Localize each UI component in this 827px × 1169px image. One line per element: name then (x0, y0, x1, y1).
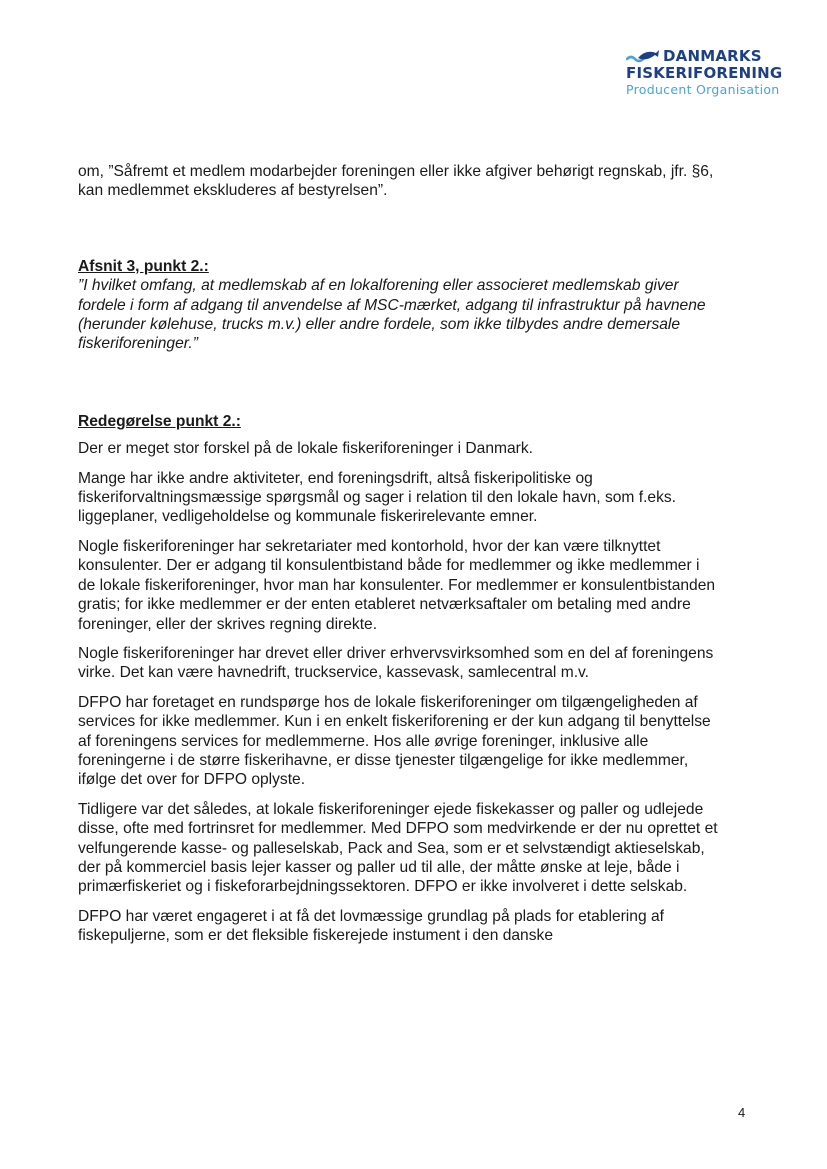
logo-line1: DANMARKS (663, 47, 762, 65)
paragraph: Mange har ikke andre aktiviteter, end foreningsdrift, altså fiskeripolitiske og fiskeriforvaltningsmæssige spørgsmål og sager i relation til den lokale havn, som f.eks. liggeplaner, vedligeholdelse og kommunale fiskerirelevante emner. (78, 469, 677, 526)
paragraph: Tidligere var det således, at lokale fiskeriforeninger ejede fiskekasser og paller og udlejede disse, ofte med fortrinsret for medlemmer. Med DFPO som medvirkende er der nu oprettet et velfungerende kasse- og palleselskab, Pack and Sea, som er et selvstændigt aktieselskab, der på kommerciel basis lejer kasser og paller ud til alle, der måtte ønske at leje, både i primærfiskeriet og i fiskeforarbejdningssektoren. DFPO er ikke involveret i dette selskab. (78, 800, 718, 896)
intro-paragraph: om, ”Såfremt et medlem modarbejder foreningen eller ikke afgiver behørigt regnskab, jfr. §6, kan medlemmet ekskluderes af bestyrelsen”. (78, 163, 714, 200)
section-quote: ”I hvilket omfang, at medlemskab af en lokalforening eller associeret medlemskab giver fordele i form af adgang til anvendelse af MSC-mærket, adgang til infrastruktur på havnene (herunder kølehuse, trucks m.v.) eller andre fordele, som ikke tilbydes andre demersale fiskeriforeninger.” (78, 277, 706, 353)
logo-line2: FISKERIFORENING (626, 64, 783, 82)
paragraph: DFPO har foretaget en rundspørge hos de lokale fiskeriforeninger om tilgængeligheden af services for ikke medlemmer. Kun i en enkelt fiskeriforening er der kun adgang til benyttelse af foreningens services for medlemmerne. Hos alle øvrige foreninger, inklusive alle foreningerne i de større fiskerihavne, er disse tjenester tilgængelige for ikke medlemmer, ifølge det over for DFPO oplyste. (78, 693, 711, 789)
paragraph: Der er meget stor forskel på de lokale fiskeriforeninger i Danmark. (78, 440, 534, 458)
document-body (78, 162, 718, 956)
redegorelse-heading: Redegørelse punkt 2.: (78, 412, 241, 430)
logo-line3: Producent Organisation (626, 82, 780, 97)
section-heading: Afsnit 3, punkt 2.: (78, 257, 209, 275)
paragraph: DFPO har været engageret i at få det lovmæssige grundlag på plads for etablering af fiskepuljerne, som er det fleksible fiskerejede instument i den danske (78, 907, 664, 945)
paragraph: Nogle fiskeriforeninger har drevet eller driver erhvervsvirksomhed som en del af foreningens virke. Det kan være havnedrift, truckservice, kassevask, samlecentral m.v. (78, 644, 714, 682)
paragraph: Nogle fiskeriforeninger har sekretariater med kontorhold, hvor der kan være tilknyttet konsulenter. Der er adgang til konsulentbistand både for medlemmer og ikke medlemmer i de lokale fiskeriforeninger, hvor man har konsulenter. For medlemmer er konsulentbistanden gratis; for ikke medlemmer er der enten etableret netværksaftaler om betaling med andre foreninger, eller der skrives regning direkte. (78, 537, 716, 633)
fish-wave-icon (626, 49, 660, 65)
page-number: 4 (738, 1105, 746, 1120)
logo (626, 48, 786, 97)
